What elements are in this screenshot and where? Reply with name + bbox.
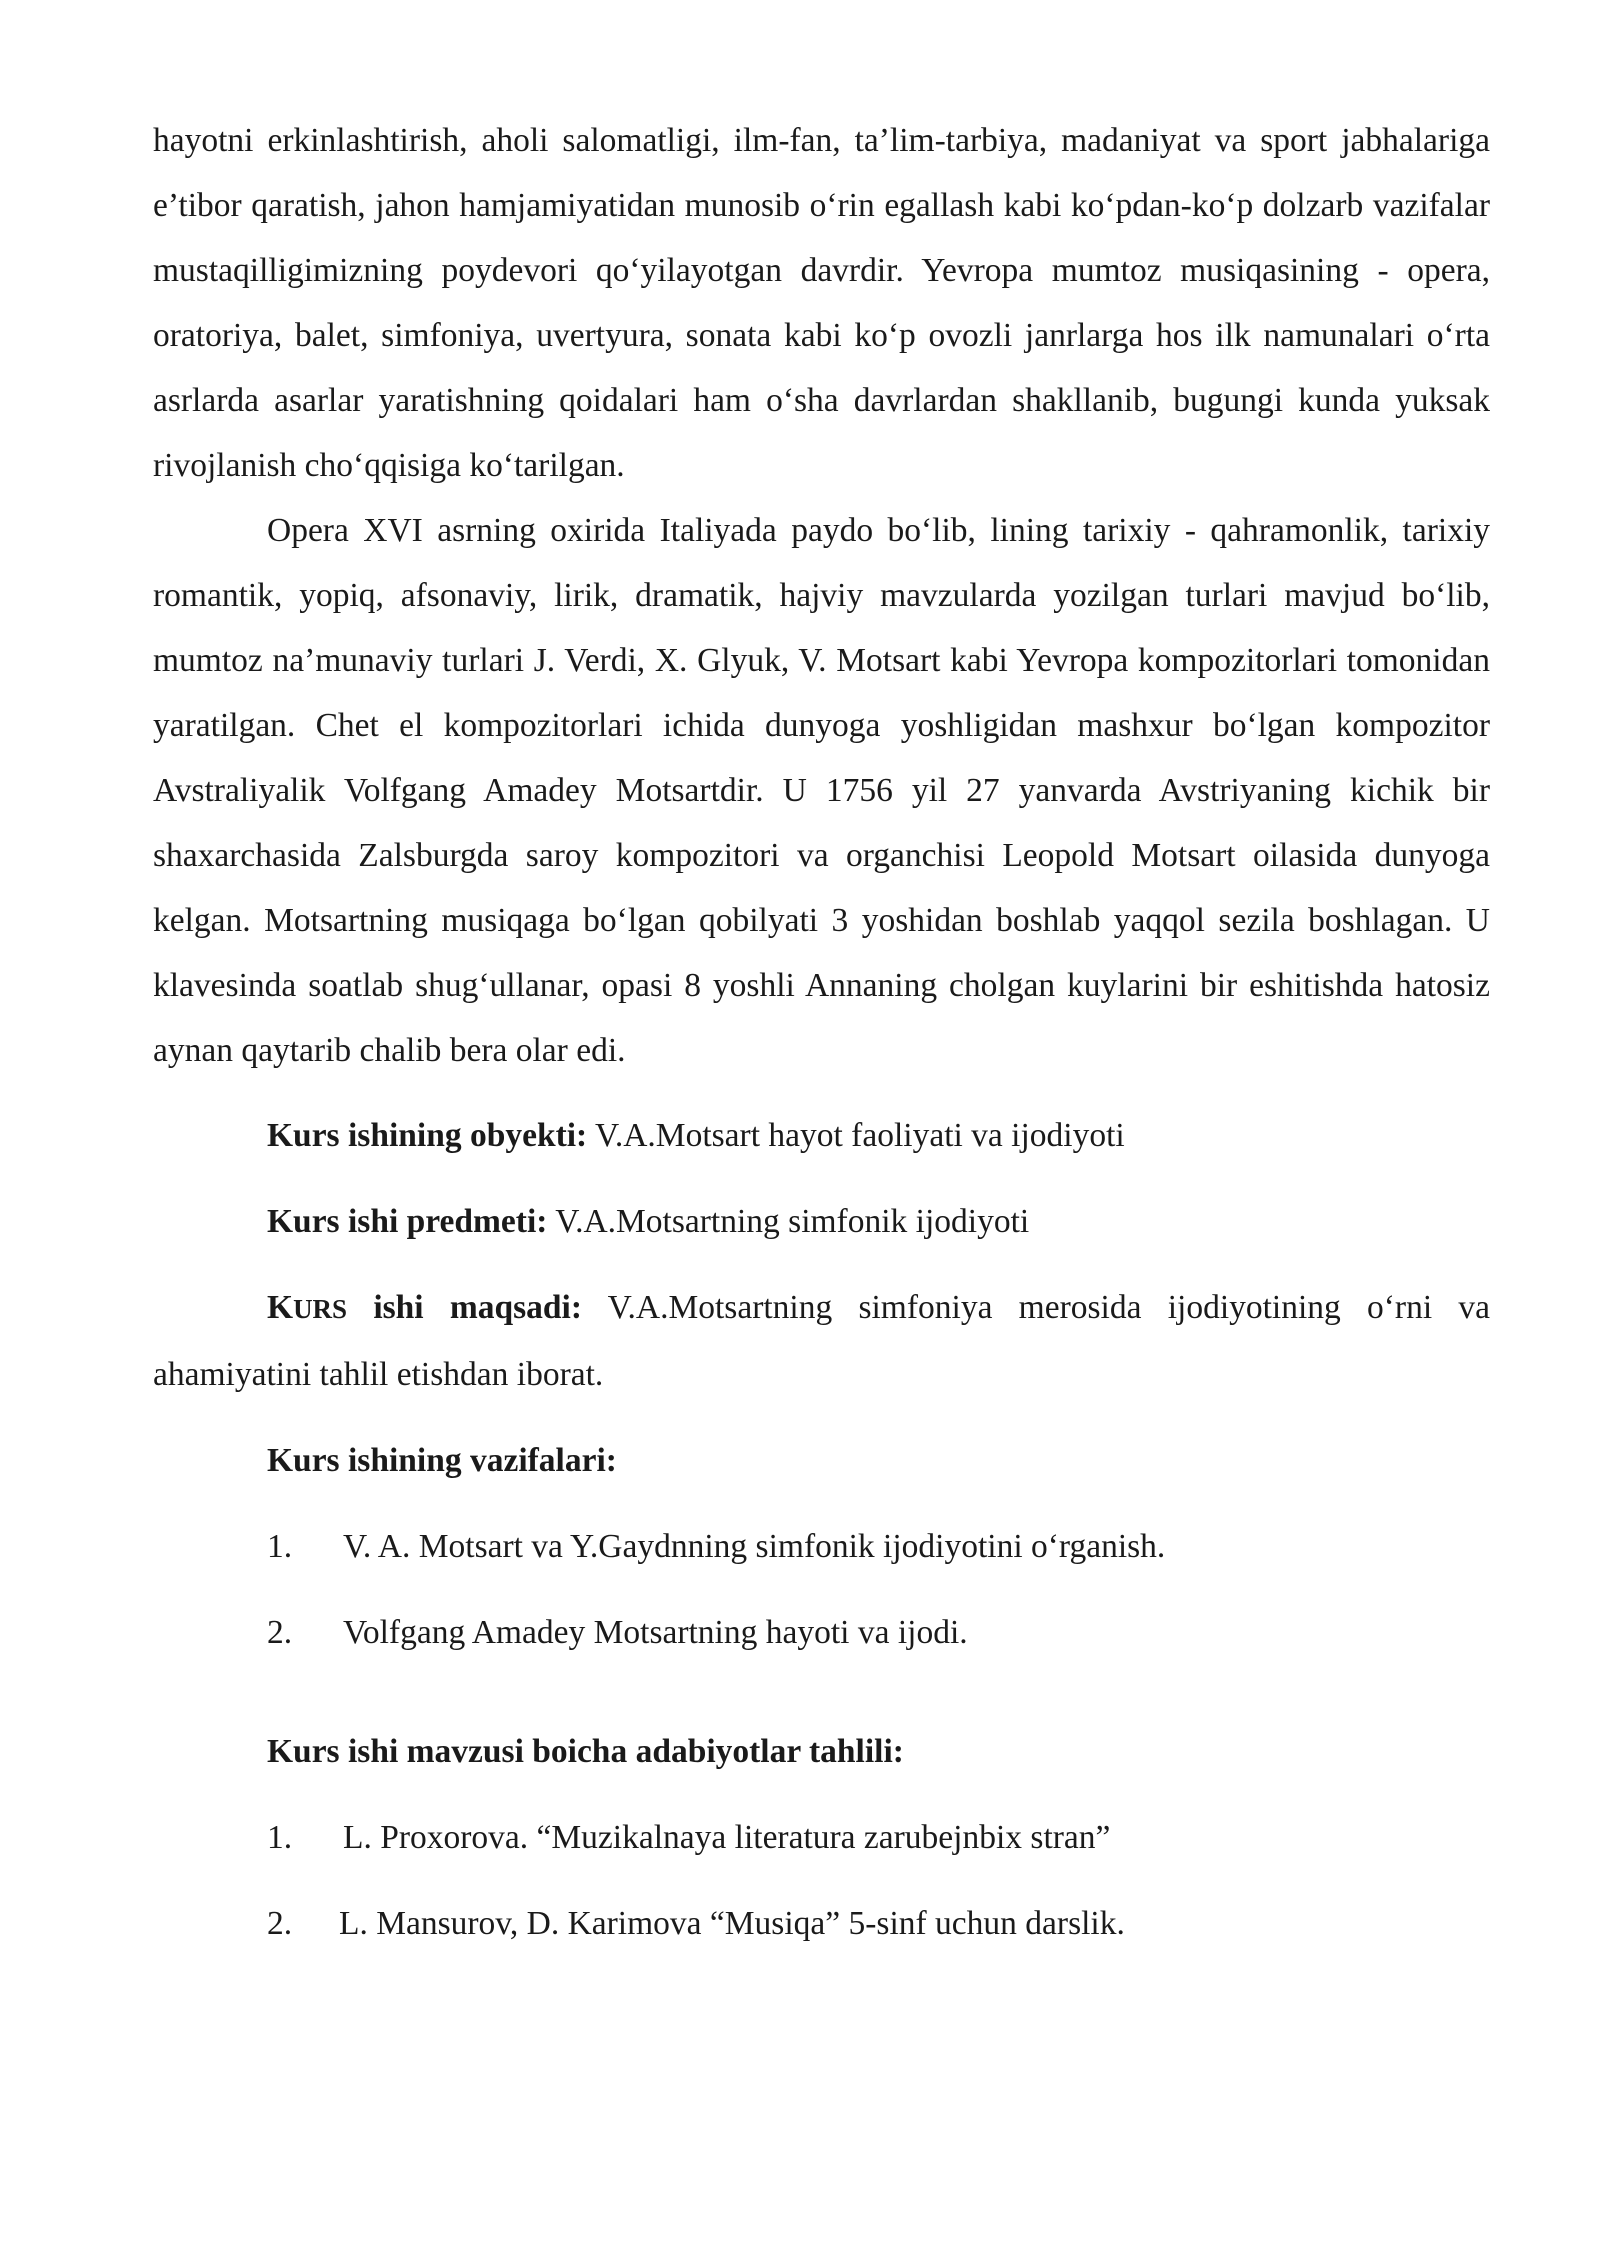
list-item [267,1805,1490,1870]
list-item-number: 1. [267,1528,293,1565]
goal-value: V.A.Motsartning simfoniya merosida ijodiyotining o‘rni va ahamiyatini tahlil etishdan iborat. [153,1289,1490,1393]
goal-label-initial: K [267,1289,294,1326]
goal-label-smallcaps: URS [293,1294,348,1324]
list-item-number: 2. [267,1905,293,1942]
list-item-text: L. Proxorova. “Muzikalnaya literatura zarubejnbix stran” [343,1819,1111,1856]
intro-paragraph-2: Opera XVI asrning oxirida Italiyada paydo bo‘lib, lining tarixiy - qahramonlik, tarixiy romantik, yopiq, afsonaviy, lirik, dramatik, hajviy mavzularda yozilgan turlari mavjud bo‘lib, mumtoz na’munaviy turlari J. Verdi, X. Glyuk, V. Motsart kabi Yevropa kompozitorlari tomonidan yaratilgan. Chet el kompozitorlari ichida dunyoga yoshligidan mashxur bo‘lgan kompozitor Avstraliyalik Volfgang Amadey Motsartdir. U 1756 yil 27 yanvarda Avstriyaning kichik bir shaxarchasida Zalsburgda saroy kompozitori va organchisi Leopold Motsart oilasida dunyoga kelgan. Motsartning musiqaga bo‘lgan qobilyati 3 yoshidan boshlab yaqqol sezila boshlagan. U klavesinda soatlab shug‘ullanar, opasi 8 yoshli Annaning cholgan kuylarini bir eshitishda hatosiz aynan qaytarib chalib bera olar edi. [153,512,1490,1069]
subject-label: Kurs ishi predmeti: [267,1203,548,1240]
list-item-text: Volfgang Amadey Motsartning hayoti va ijodi. [343,1614,968,1651]
intro-paragraph-1: hayotni erkinlashtirish, aholi salomatligi, ilm-fan, ta’lim-tarbiya, madaniyat va sport jabhalariga e’tibor qaratish, jahon hamjamiyatidan munosib o‘rin egallash kabi ko‘pdan-ko‘p dolzarb vazifalar mustaqilligimizning poydevori qo‘yilayotgan davrdir. Yevropa mumtoz musiqasining - opera, oratoriya, balet, simfoniya, uvertyura, sonata kabi ko‘p ovozli janrlarga hos ilk namunalari o‘rta asrlarda asarlar yaratishning qoidalari ham o‘sha davrlardan shakllanib, bugungi kunda yuksak rivojlanish cho‘qqisiga ko‘tarilgan. [153,122,1490,484]
object-label: Kurs ishining obyekti: [267,1117,588,1154]
tasks-list [153,1514,1490,1665]
list-item [267,1600,1490,1665]
tasks-heading: Kurs ishining vazifalari: [267,1442,617,1479]
list-item [267,1514,1490,1579]
goal-field [153,1275,1490,1407]
goal-label-rest: ishi maqsadi: [347,1289,582,1326]
literature-heading: Kurs ishi mavzusi boicha adabiyotlar tahlili: [267,1733,904,1770]
list-item-number: 1. [267,1819,293,1856]
list-item [267,1891,1490,1956]
document-page [153,108,1490,1956]
goal-label [267,1289,582,1326]
list-item-number: 2. [267,1614,293,1651]
list-item-text: L. Mansurov, D. Karimova “Musiqa” 5-sinf uchun darslik. [339,1905,1125,1942]
literature-list [153,1805,1490,1956]
object-value: V.A.Motsart hayot faoliyati va ijodiyoti [587,1117,1125,1154]
subject-field [267,1189,1490,1254]
object-field [267,1103,1490,1168]
subject-value: V.A.Motsartning simfonik ijodiyoti [547,1203,1030,1240]
list-item-text: V. A. Motsart va Y.Gaydnning simfonik ijodiyotini o‘rganish. [343,1528,1166,1565]
